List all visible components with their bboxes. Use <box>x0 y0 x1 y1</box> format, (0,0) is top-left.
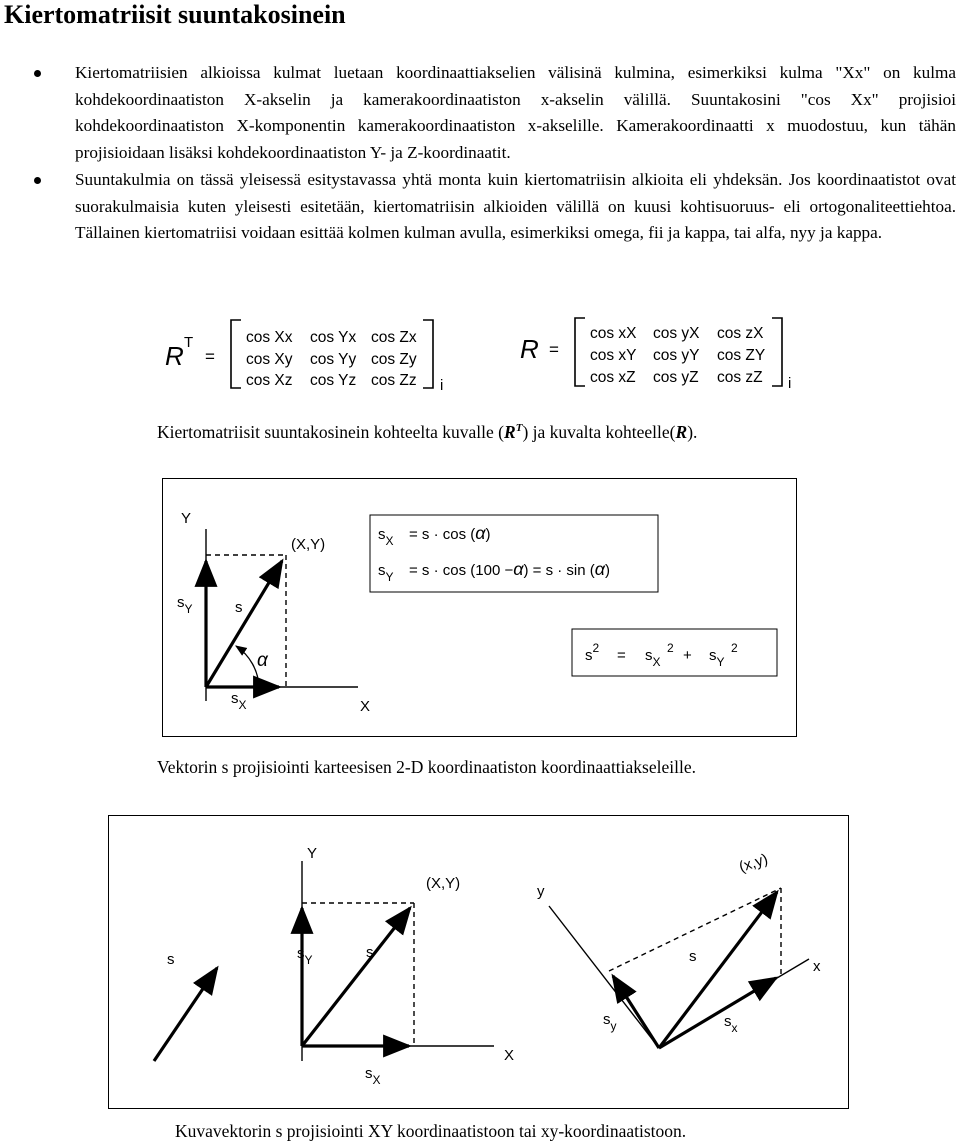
figure-projection-2d <box>162 478 797 737</box>
caption-projection: Vektorin s projisiointi karteesisen 2-D koordinaatiston koordinaattiakseleille. <box>157 757 696 777</box>
matrix-r-left-bracket <box>575 318 585 386</box>
bullet-icon <box>34 70 41 77</box>
caption-text: ) ja kuvalta kohteelle( <box>522 422 676 442</box>
axis-label-x: X <box>360 698 371 715</box>
equation-pythagoras: $s^2 = s_X2 + s_Y2$ <box>585 641 738 669</box>
matrix-rt-left-bracket <box>231 320 241 388</box>
matrix-cell: cos yZ <box>653 369 699 386</box>
vector-label-sx: $s_X$ <box>365 1065 381 1087</box>
matrix-cell: cos yY <box>653 347 700 364</box>
matrix-rt-label: R <box>165 341 184 371</box>
page-title: Kiertomatriisit suuntakosinein <box>4 0 346 29</box>
bullet-icon <box>34 177 41 184</box>
equation-sx: $s_X = s \cdot \cos (\alpha)$ <box>378 523 491 548</box>
vector-label-s: s <box>167 951 175 968</box>
vector-sy <box>613 976 659 1048</box>
vector-s-free <box>154 968 217 1061</box>
caption-r: R <box>675 422 688 442</box>
matrix-cell: cos Xy <box>246 351 293 368</box>
matrix-cell: cos Zx <box>371 329 417 346</box>
matrix-cell: cos xX <box>590 325 637 342</box>
figure-projection-svg <box>163 479 796 736</box>
matrix-cell: cos zZ <box>717 369 763 386</box>
matrix-rt-right-bracket <box>423 320 433 388</box>
vector-label-sy: $s_Y$ <box>297 945 313 967</box>
vector-label-sx: $s_x$ <box>724 1013 738 1035</box>
point-label: (X,Y) <box>426 875 461 892</box>
bullet-text: Kiertomatriisien alkioissa kulmat luetaan koordinaattiakselien välisinä kulmina, esimerkiksi kulma "Xx" on kulma kohdekoordinaatiston X-akselin ja kamerakoordinaatiston x-akselin välillä. Suuntakosini "cos Xx" projisioi kohdekoordinaatiston X-komponentin kamerakoordinaatiston x-akselille. Kamerakoordinaatti x muodostuu, kun tähän projisioidaan lisäksi kohdekoordinaatiston Y- ja Z-koordinaatit. <box>75 63 956 163</box>
vector-label-sx: $s_X$ <box>231 690 247 712</box>
matrix-cell: cos Xx <box>246 329 293 346</box>
matrix-cell: cos Zy <box>371 351 417 368</box>
point-label: (x,y) <box>736 850 770 876</box>
equation-box <box>572 629 777 676</box>
matrix-cell: cos Yy <box>310 351 357 368</box>
angle-arc <box>236 646 259 687</box>
matrix-r-right-bracket <box>772 318 782 386</box>
matrix-cell: cos ZY <box>717 347 766 364</box>
matrix-cell: cos Zz <box>371 372 417 389</box>
figure-xy-svg <box>109 816 848 1108</box>
caption-matrices <box>157 422 697 443</box>
point-label: (X,Y) <box>291 536 326 553</box>
matrix-rt <box>165 320 443 394</box>
axis-label-x: X <box>504 1047 515 1064</box>
matrix-rt-sup: T <box>184 334 194 351</box>
angle-alpha: α <box>257 650 268 671</box>
caption-sup: T <box>515 422 523 435</box>
matrix-r-sub: i <box>788 375 792 392</box>
bullet-list <box>0 60 960 247</box>
caption-xy: Kuvavektorin s projisiointi XY koordinaatistoon tai xy-koordinaatistoon. <box>175 1121 687 1141</box>
vector-sx <box>659 978 776 1048</box>
matrix-cell: cos Yx <box>310 329 357 346</box>
matrix-cell: cos xZ <box>590 369 636 386</box>
vector-label-s: s <box>235 599 243 616</box>
matrix-rt-sub: i <box>440 377 444 394</box>
matrix-cell: cos xY <box>590 347 637 364</box>
matrix-rt-eq: = <box>205 347 215 366</box>
matrix-r-eq: = <box>549 340 559 359</box>
vector-label-s: s <box>366 944 374 961</box>
vector-s <box>206 561 282 687</box>
matrix-cell: cos zX <box>717 325 764 342</box>
matrix-cell: cos Yz <box>310 372 357 389</box>
caption-text: ). <box>687 422 698 442</box>
equation-sy: $s_Y = s \cdot \cos (100 -\alpha) = s \cdot \sin (\alpha)$ <box>378 559 611 584</box>
matrix-cell: cos yX <box>653 325 700 342</box>
list-item <box>0 60 960 167</box>
matrix-r <box>520 318 791 392</box>
vector-label-s: s <box>689 948 697 965</box>
axis-label-y: Y <box>307 845 318 862</box>
vector-s <box>659 892 777 1048</box>
matrix-r-label: R <box>520 334 539 364</box>
list-item <box>0 167 960 247</box>
bullet-text: Suuntakulmia on tässä yleisessä esitystavassa yhtä monta kuin kiertomatriisin alkioita eli yhdeksän. Jos koordinaatistot ovat suorakulmaisia kuten yleisesti esitetään, kiertomatriisin alkioiden välillä on kuusi kohtisuoruus- eli ortogonaliteettiehtoa. Tällainen kiertomatriisi voidaan esittää kolmen kulman avulla, esimerkiksi omega, fii ja kappa, tai alfa, nyy ja kappa. <box>75 169 956 243</box>
caption-text: Kiertomatriisit suuntakosinein kohteelta kuvalle ( <box>157 422 505 442</box>
vector-label-sy: $s_y$ <box>603 1011 617 1033</box>
rotation-matrices <box>0 310 960 400</box>
axis-label-y: y <box>537 883 545 900</box>
axis-label-y: Y <box>181 510 192 527</box>
vector-s <box>302 908 410 1046</box>
matrix-cell: cos Xz <box>246 372 293 389</box>
vector-label-sy: $s_Y$ <box>177 594 193 616</box>
axis-label-x: x <box>813 958 821 975</box>
figure-xy-projection <box>108 815 849 1109</box>
caption-r: R <box>504 422 516 442</box>
